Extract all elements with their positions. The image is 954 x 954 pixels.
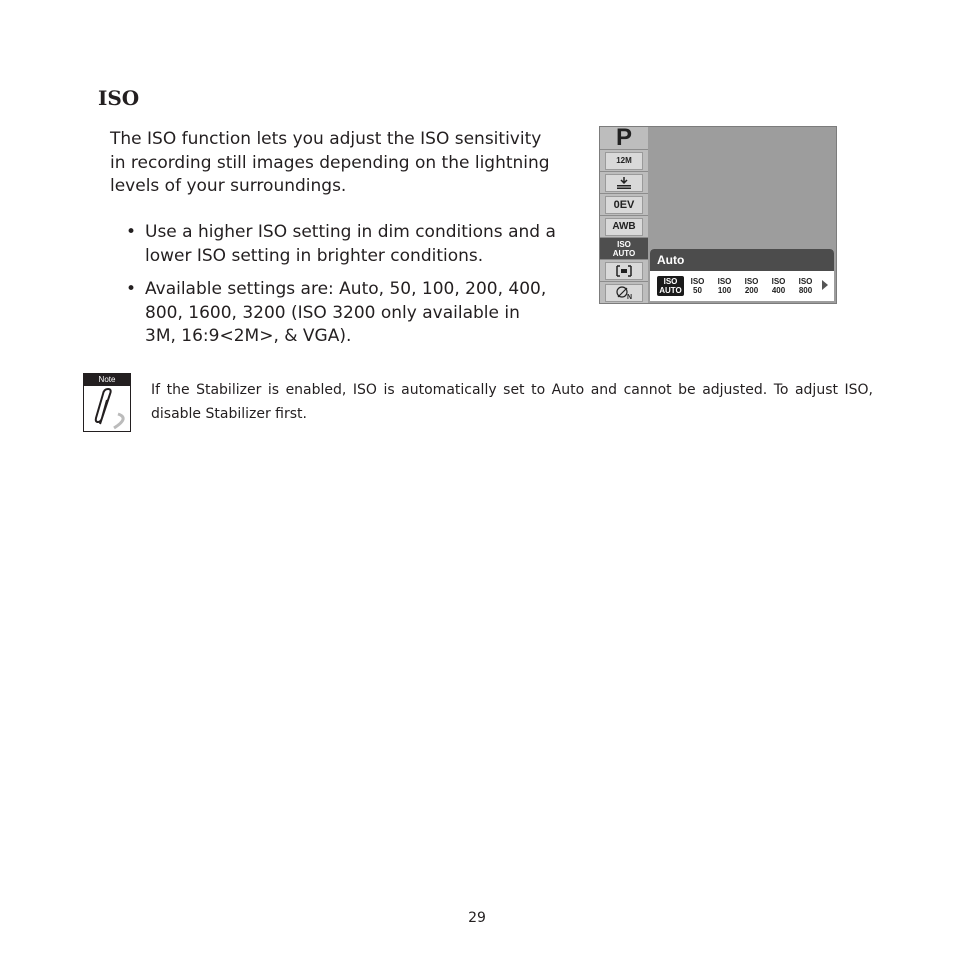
stabilizer-item (600, 172, 648, 194)
bullet-item: • Available settings are: Auto, 50, 100, 200, 400, 800, 1600, 3200 (ISO 3200 only available in 3M, 16:9<2M>, & VGA). (126, 279, 547, 346)
iso-option-auto[interactable]: ISO AUTO (657, 276, 684, 296)
iso-option-50[interactable]: ISO 50 (690, 277, 705, 295)
intro-paragraph: The ISO function lets you adjust the ISO sensitivity in recording still images depending on the lightning levels of your surroundings. (110, 129, 550, 196)
color-icon (605, 284, 643, 302)
camera-lcd-screenshot (599, 126, 837, 304)
bullet-text: Available settings are: Auto, 50, 100, 200, 400, 800, 1600, 3200 (ISO 3200 only available in 3M, 16:9<2M>, & VGA). (145, 279, 547, 346)
svg-text:N: N (627, 294, 633, 300)
iso-options (657, 276, 819, 296)
bullet-list (126, 221, 556, 359)
iso-option-100[interactable]: ISO 100 (717, 277, 732, 295)
iso-option-800[interactable]: ISO 800 (798, 277, 813, 295)
note-tab-label: Note (84, 374, 130, 386)
iso-option-200[interactable]: ISO 200 (744, 277, 759, 295)
iso-submenu (650, 249, 834, 301)
color-item (600, 282, 648, 304)
note-text: If the Stabilizer is enabled, ISO is automatically set to Auto and cannot be adjusted. To adjust ISO, disable Stabilizer first. (151, 382, 873, 422)
program-mode-label: P (615, 124, 632, 151)
mode-indicator (600, 124, 648, 151)
page-number: 29 (468, 910, 486, 926)
note-icon (83, 373, 131, 432)
stabilizer-icon (605, 174, 643, 192)
bullet-text: Use a higher ISO setting in dim conditions and a lower ISO setting in brighter conditions. (145, 222, 556, 266)
iso-item-selected: ISO AUTO (600, 238, 648, 260)
exposure-label: 0EV (605, 196, 643, 214)
white-balance-item (600, 216, 648, 238)
camera-menu-sidebar (600, 124, 648, 303)
paperclip-icon (88, 388, 128, 430)
section-heading: ISO (98, 86, 140, 110)
submenu-title: Auto (650, 249, 834, 271)
bullet-item: • Use a higher ISO setting in dim conditions and a lower ISO setting in brighter conditions. (126, 222, 556, 266)
iso-option-400[interactable]: ISO 400 (771, 277, 786, 295)
exposure-item (600, 194, 648, 216)
metering-item (600, 260, 648, 282)
metering-icon (605, 262, 643, 280)
chevron-right-icon[interactable] (822, 280, 828, 290)
image-size-icon: 12M (605, 152, 643, 170)
image-size-item (600, 150, 648, 172)
white-balance-label: AWB (605, 218, 643, 236)
